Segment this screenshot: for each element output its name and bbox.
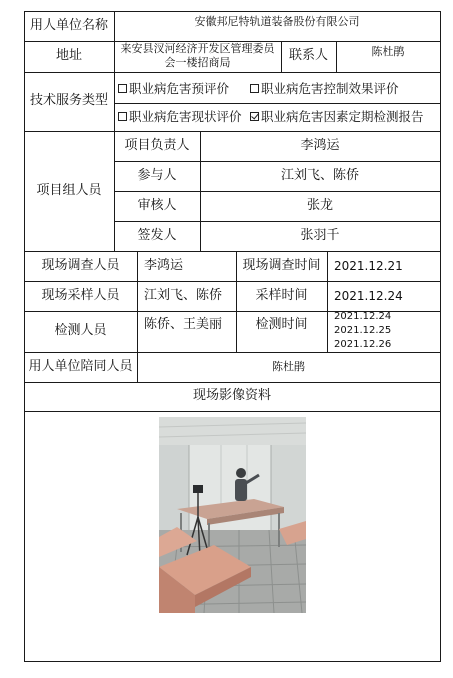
testing-date: 2021.12.25 [334,325,392,336]
testing-date: 2021.12.26 [334,339,392,350]
testing-time-label: 检测时间 [255,317,308,333]
site-photo [159,417,306,613]
photo-section-label: 现场影像资料 [192,388,271,404]
address-label: 地址 [55,48,82,64]
team-name: 江刘飞、陈侨 [280,167,359,183]
employer-label: 用人单位名称 [29,17,108,33]
service-option-control-effect[interactable] [250,80,399,96]
contact-label: 联系人 [288,48,328,64]
service-option-label: 职业病危害预评价 [129,81,230,96]
service-option-label: 职业病危害控制效果评价 [261,81,399,96]
table-border-bottom [24,661,440,662]
table-border-right [440,11,441,662]
team-role: 审核人 [137,197,177,213]
service-option-periodic-detection[interactable] [250,108,424,124]
survey-time-value: 2021.12.21 [334,258,403,273]
survey-time-label: 现场调查时间 [242,257,321,273]
survey-staff-label: 现场调查人员 [41,257,120,273]
survey-staff-value: 李鸿运 [144,257,184,273]
team-role: 参与人 [137,167,177,183]
checkbox-icon[interactable] [118,84,127,93]
checkbox-icon[interactable] [118,112,127,121]
checkbox-icon[interactable] [250,84,259,93]
row-rule [24,411,440,412]
service-option-pre-assessment[interactable] [118,80,229,96]
address-value-line1: 来安县汊河经济开发区管理委员 [120,42,275,56]
service-option-label: 职业病危害因素定期检测报告 [261,109,424,124]
checkbox-checked-icon[interactable] [250,112,259,121]
team-name: 张龙 [306,197,333,213]
service-option-label: 职业病危害现状评价 [129,109,242,124]
team-role: 项目负责人 [124,137,190,153]
sampling-time-label: 采样时间 [255,287,308,303]
testing-time-list [334,310,391,352]
team-name: 李鸿运 [300,137,340,153]
address-value-line2: 会一楼招商局 [164,56,231,70]
testing-date: 2021.12.24 [334,311,392,322]
employer-value: 安徽邦尼特轨道装备股份有限公司 [194,15,360,29]
escort-value: 陈杜鹃 [272,360,305,374]
team-role: 签发人 [137,227,177,243]
sampling-staff-value: 江刘飞、陈侨 [144,287,223,303]
sampling-time-value: 2021.12.24 [334,288,403,303]
sampling-staff-label: 现场采样人员 [41,287,120,303]
testing-staff-label: 检测人员 [54,323,107,339]
contact-value: 陈杜鹃 [371,45,405,59]
team-name: 张羽千 [300,227,340,243]
row-rule [114,103,440,104]
testing-staff-value: 陈侨、王美丽 [144,317,223,333]
escort-label: 用人单位陪同人员 [28,358,133,374]
team-label: 项目组人员 [36,182,102,198]
service-type-label: 技术服务类型 [29,93,108,109]
service-option-status-assessment[interactable] [118,108,242,124]
